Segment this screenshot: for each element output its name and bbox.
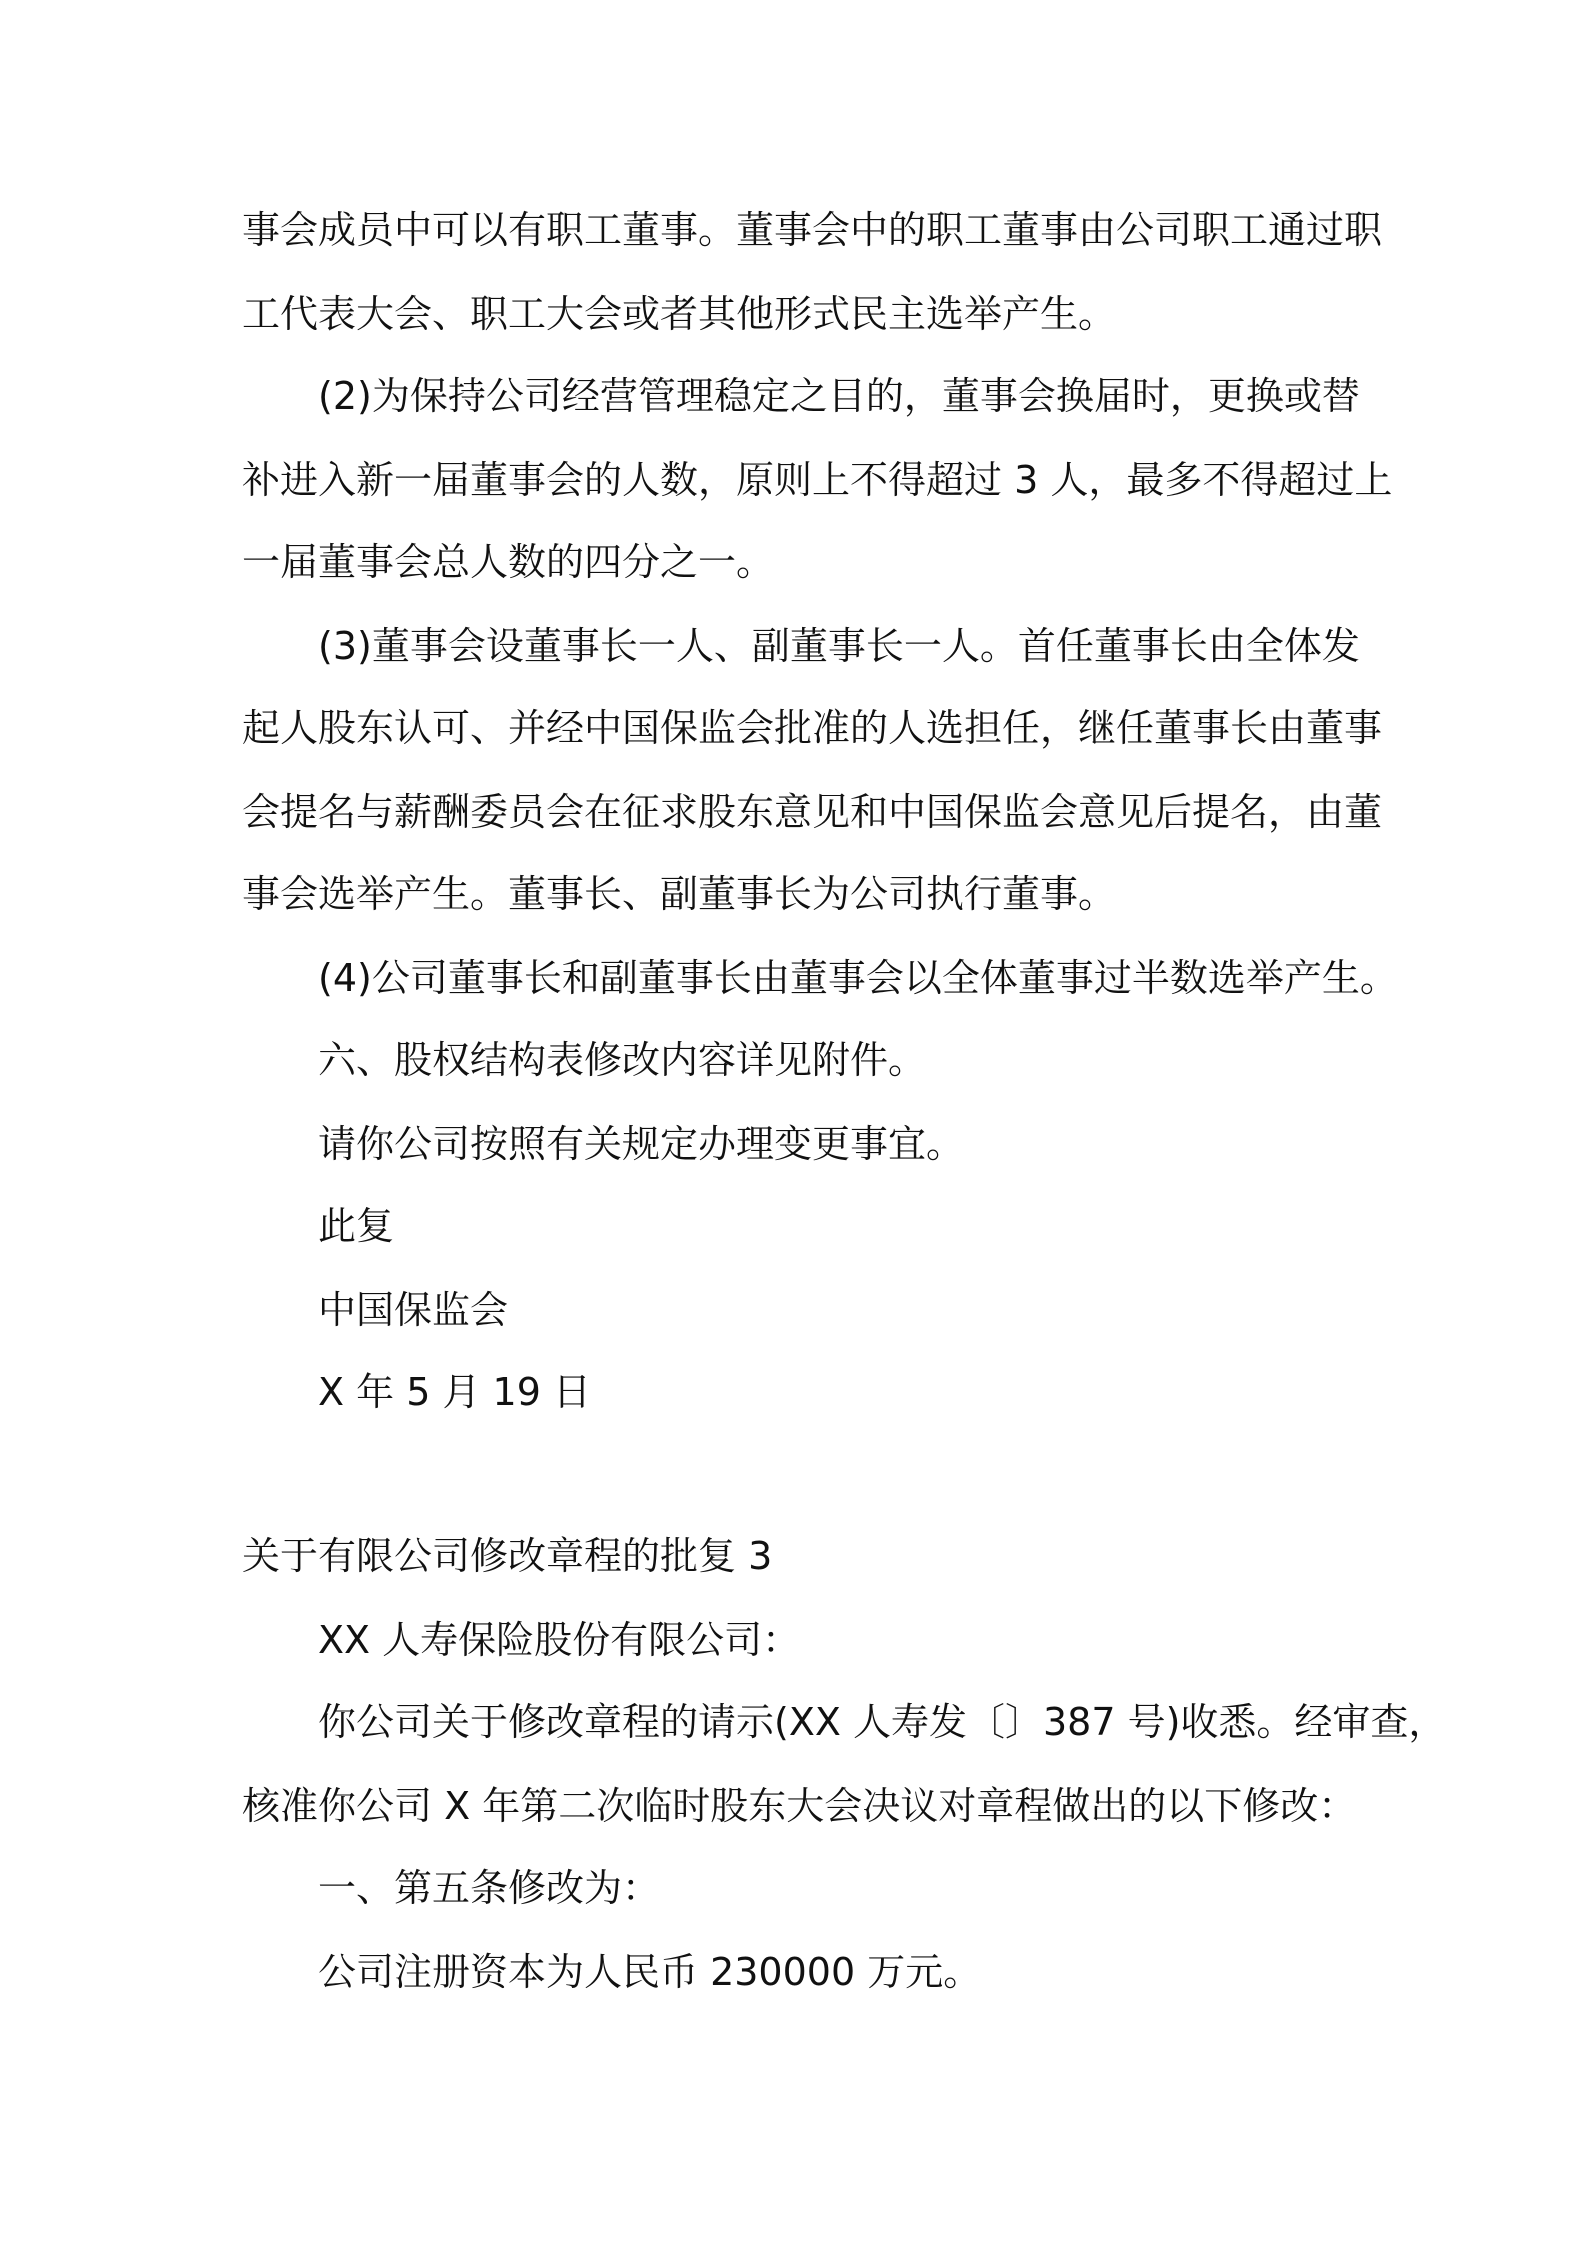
paragraph-line: 一届董事会总人数的四分之一。 <box>242 540 775 584</box>
document-title: 关于有限公司修改章程的批复 3 <box>242 1534 773 1578</box>
paragraph-line: 起人股东认可、并经中国保监会批准的人选担任，继任董事长由董事 <box>242 706 1383 750</box>
paragraph-line: 你公司关于修改章程的请示(XX 人寿发〔〕387 号)收悉。经审查， <box>318 1700 1447 1744</box>
paragraph-line: 请你公司按照有关规定办理变更事宜。 <box>318 1122 965 1166</box>
paragraph-line: 六、股权结构表修改内容详见附件。 <box>318 1038 927 1082</box>
section-heading: 一、第五条修改为： <box>318 1866 661 1910</box>
paragraph-line: 工代表大会、职工大会或者其他形式民主选举产生。 <box>242 292 1117 336</box>
paragraph-line: 事会选举产生。董事长、副董事长为公司执行董事。 <box>242 872 1117 916</box>
paragraph-line: (4)公司董事长和副董事长由董事会以全体董事过半数选举产生。 <box>318 956 1398 1000</box>
paragraph-line: 核准你公司 X 年第二次临时股东大会决议对章程做出的以下修改： <box>242 1784 1357 1828</box>
paragraph-line: 补进入新一届董事会的人数，原则上不得超过 3 人，最多不得超过上 <box>242 458 1393 502</box>
paragraph-line: (2)为保持公司经营管理稳定之目的，董事会换届时，更换或替 <box>318 374 1360 418</box>
paragraph-line: 会提名与薪酬委员会在征求股东意见和中国保监会意见后提名，由董 <box>242 790 1383 834</box>
paragraph-line: 事会成员中可以有职工董事。董事会中的职工董事由公司职工通过职 <box>242 208 1383 252</box>
issuer-name: 中国保监会 <box>318 1288 509 1332</box>
paragraph-line: (3)董事会设董事长一人、副董事长一人。首任董事长由全体发 <box>318 624 1360 668</box>
issue-date: X 年 5 月 19 日 <box>318 1370 591 1414</box>
closing-text: 此复 <box>318 1204 395 1248</box>
paragraph-line: 公司注册资本为人民币 230000 万元。 <box>318 1950 982 1994</box>
addressee: XX 人寿保险股份有限公司： <box>318 1618 801 1662</box>
